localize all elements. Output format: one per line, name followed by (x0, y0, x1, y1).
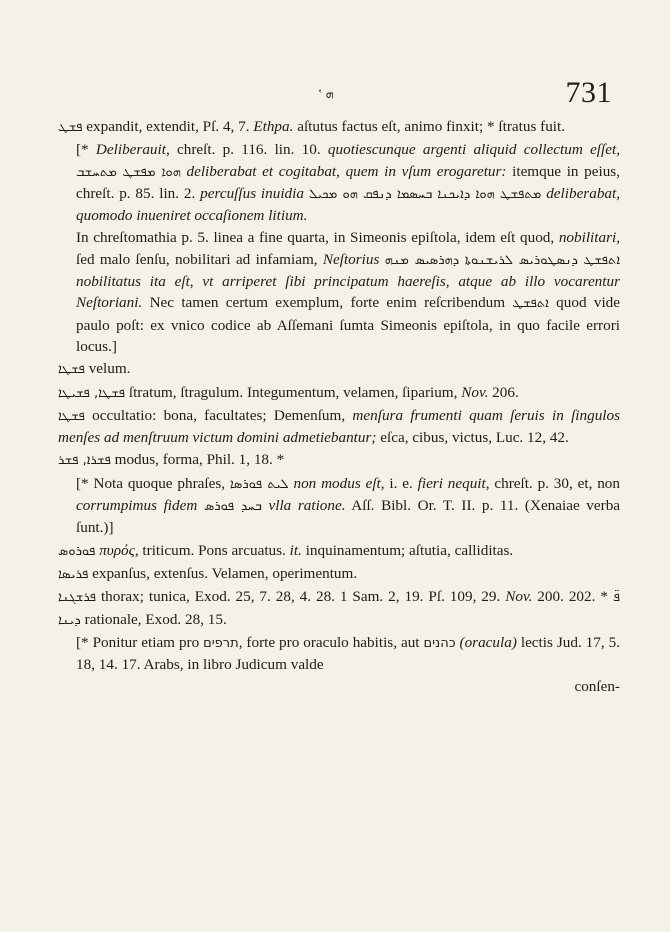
syriac-headword: ܦܫܛܐ (58, 362, 85, 378)
entry-thorax (58, 586, 620, 631)
syriac-headword: ܗܘܐ ܡܦܫܛ (122, 164, 181, 180)
syriac-headword: ܐܬܦܫܛ (512, 296, 549, 312)
syriac-headword: ܦܪܝܣܐ (58, 566, 89, 582)
entry-text (197, 497, 204, 514)
entry-text: chreſt. p. 30, et, non (489, 474, 620, 492)
syriac-headword: ܡܬܦܫܛ ܗܘܐ ܕܐܝܟܢܐ (437, 186, 542, 202)
italic-text: Nov. (461, 383, 489, 401)
entry-triticum (58, 540, 620, 562)
entry-stratum (58, 382, 620, 404)
entry-text: 200. 202. * (532, 588, 613, 606)
syriac-headword: ܡܬܚܫܒ (76, 164, 117, 180)
entry-velum (58, 358, 620, 380)
entry-nota (58, 473, 620, 539)
entry-text: occultatio: bona, facultates; Demenſum, (84, 406, 353, 424)
italic-text: non modus eſt, (293, 474, 385, 492)
syriac-headword: ܦܫܛܐ (58, 408, 85, 424)
entry-text: expanſus, extenſus. Velamen, operimentum. (88, 564, 358, 582)
entry-chrestomathia (58, 227, 620, 357)
entry-text: ſed malo ſenſu, nobilitari ad infamiam, (76, 250, 323, 268)
syriac-headword: ܦ̈ ܕܝܢܐ (58, 590, 621, 628)
hebrew-word: כהנים (423, 635, 456, 651)
page-number: 731 (565, 76, 612, 109)
syriac-headword: ܒܚܣܡܐ ܕܢܦܩ ܗܘ ܡܟܝܠ (308, 186, 433, 202)
entry-text: [* Nota quoque phraſes, (76, 474, 230, 492)
entry-modus (58, 449, 620, 471)
entry-text: itemque in peius, chreſt. p. 85. lin. 2. (76, 162, 621, 202)
entry-text: velum. (84, 360, 131, 378)
entry-text: aſtutus factus eſt, animo finxit; * ſtratus fuit. (293, 118, 566, 135)
entry-text: ſtratum, ſtragulum. Integumentum, velamen, ſiparium, (125, 383, 462, 401)
entry-text: , forte pro oraculo habitis, aut (238, 633, 424, 651)
entry-text: triticum. Pons arcuatus. (138, 541, 290, 559)
entry-catchword (58, 676, 620, 697)
entry-text: conſen- (574, 678, 620, 696)
italic-text: nobilitatus ita eſt, vt arriperet ſibi principatum haereſis, atque ab illo vocarentur Neſtoriani. (76, 273, 620, 312)
italic-text: percuſſus inuidia (200, 184, 304, 202)
italic-text: corrumpimus fidem (76, 497, 198, 515)
entry-deliberavit (58, 139, 620, 226)
entry-text: Nec tamen certum exemplum, forte enim reſcribendum (142, 294, 513, 312)
entry-text: [* (76, 141, 96, 159)
italic-text: fieri nequit, (417, 474, 490, 492)
italic-text: quotiescunque argenti aliquid collectum eſſet, (327, 141, 620, 159)
entry-text: [* Ponitur etiam pro (76, 633, 204, 651)
syriac-headword: ܦܘܪܘܣ (58, 543, 96, 559)
entry-text: thorax; tunica, Exod. 25, 7. 28, 4. 28. 1 Sam. 2, 19. Pſ. 109, 29. (96, 588, 506, 606)
italic-text: Neſtorius (322, 250, 380, 268)
entry-text: eſca, cibus, victus, Luc. 12, 42. (376, 429, 569, 447)
hebrew-word: תרפים (203, 635, 239, 651)
entry-text: inquinamentum; aſtutia, calliditas. (301, 541, 514, 559)
italic-text: Nov. (505, 588, 533, 606)
italic-text: menſura frumenti quam ſeruis in ſingulos menſes ad menſtruum victum domini admetiebantur; (58, 406, 621, 447)
syriac-headword: ܐܬܦܫܛ ܕܢܣܛܘܪܝܣ ܠܪܝܫܢܘܬܐ ܕܗܪܣܝܣ ܡܢܗ (384, 252, 620, 268)
entry-text: Aſſ. Bibl. Or. T. II. p. 11. (Xenaiae verba ſunt.)] (76, 497, 621, 537)
italic-text: deliberabat, quomodo inueniret occaſionem litium. (76, 184, 621, 225)
entry-text: In chreſtomathia p. 5. linea a fine quarta, in Simeonis epiſtola, idem eſt quod, (76, 229, 559, 247)
italic-text: Ethpa. (253, 118, 294, 135)
page-header (0, 76, 670, 114)
entry-text: i. e. (384, 474, 418, 492)
entry-expansus (58, 563, 620, 585)
italic-text: it. (289, 541, 302, 559)
italic-text: vlla ratione. (268, 497, 346, 515)
signature-mark: ʽ ܗ (318, 86, 334, 101)
entry-text (262, 497, 269, 514)
entry-occultatio (58, 405, 620, 449)
italic-text: (oracula) (459, 633, 517, 651)
entry-text: expandit, extendit, Pſ. 4, 7. (82, 118, 254, 135)
entry-pshat (58, 116, 620, 138)
italic-text: nobilitari, (558, 229, 620, 247)
syriac-headword: ܦܫܪܐ, ܦܫܪ (58, 453, 111, 469)
syriac-headword: ܒܚܕ ܦܘܪܣ (203, 499, 262, 515)
dictionary-body (58, 116, 620, 699)
syriac-headword: ܦܫܛܐ, ܦܫܝܛܐ (58, 385, 126, 401)
syriac-headword: ܠܝܬ ܦܘܪܣܐ (229, 476, 289, 492)
entry-text: chreſt. p. 116. lin. 10. (169, 141, 328, 159)
syriac-headword: ܦܪܫܓܢܐ (58, 590, 97, 606)
italic-text: Deliberauit, (95, 141, 170, 159)
entry-text: lectis Jud. 17, 5. 18, 14. 17. Arabs, in libro Judicum valde (76, 633, 621, 674)
entry-text: 206. (488, 383, 519, 401)
entry-text: quod vide paulo poſt: ex vnico codice ab Aſſemani ſumta Simeonis epiſtola, in quo facile errori locus.] (76, 294, 620, 355)
italic-text: deliberabat et cogitabat, quem in vſum erogaretur: (186, 162, 507, 180)
entry-ponitur (58, 632, 620, 676)
entry-text: modus, forma, Phil. 1, 18. * (110, 451, 285, 469)
entry-text: rationale, Exod. 28, 15. (80, 610, 227, 628)
syriac-headword: ܦܫܛ (58, 120, 83, 135)
italic-text: πυρός, (99, 541, 139, 559)
